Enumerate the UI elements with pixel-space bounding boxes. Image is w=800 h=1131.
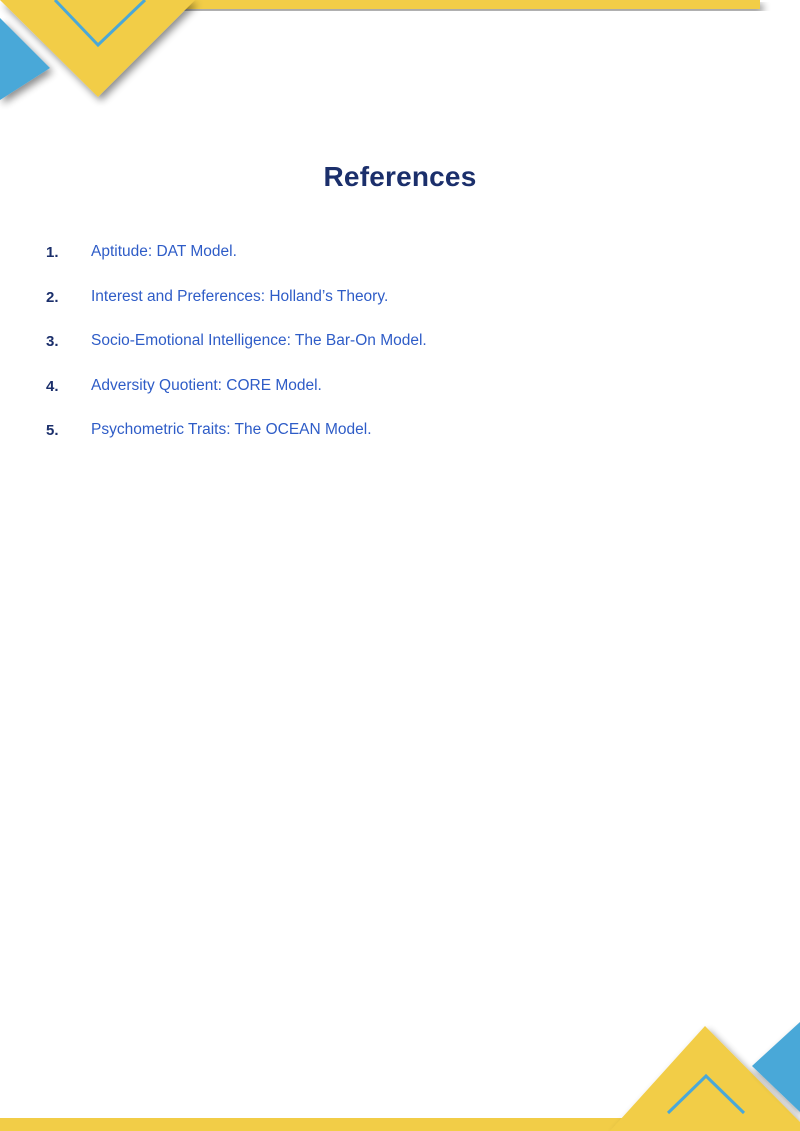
page-title: References bbox=[323, 160, 477, 192]
reference-item-5 bbox=[46, 418, 746, 463]
reference-link[interactable]: Psychometric Traits: The OCEAN Model. bbox=[91, 421, 372, 438]
reference-number: 4. bbox=[46, 377, 59, 395]
reference-link[interactable]: Aptitude: DAT Model. bbox=[91, 243, 237, 260]
reference-number: 3. bbox=[46, 333, 59, 350]
reference-link[interactable]: Interest and Preferences: Holland’s Theory. bbox=[91, 287, 389, 305]
reference-number: 1. bbox=[46, 244, 59, 261]
reference-item-3 bbox=[46, 329, 746, 374]
reference-item-4 bbox=[46, 374, 746, 419]
bottom-border-line bbox=[0, 1118, 640, 1131]
references-list bbox=[46, 240, 746, 463]
reference-link[interactable]: Socio-Emotional Intelligence: The Bar-On Model. bbox=[91, 332, 427, 349]
bottom-right-corner-decoration bbox=[0, 1022, 800, 1131]
reference-number: 5. bbox=[46, 422, 59, 439]
reference-link[interactable]: Adversity Quotient: CORE Model. bbox=[91, 376, 322, 394]
reference-item-1 bbox=[46, 240, 746, 285]
top-border-line bbox=[160, 0, 760, 9]
reference-number: 2. bbox=[46, 288, 59, 306]
reference-item-2 bbox=[46, 285, 746, 330]
top-left-corner-decoration bbox=[0, 0, 760, 100]
